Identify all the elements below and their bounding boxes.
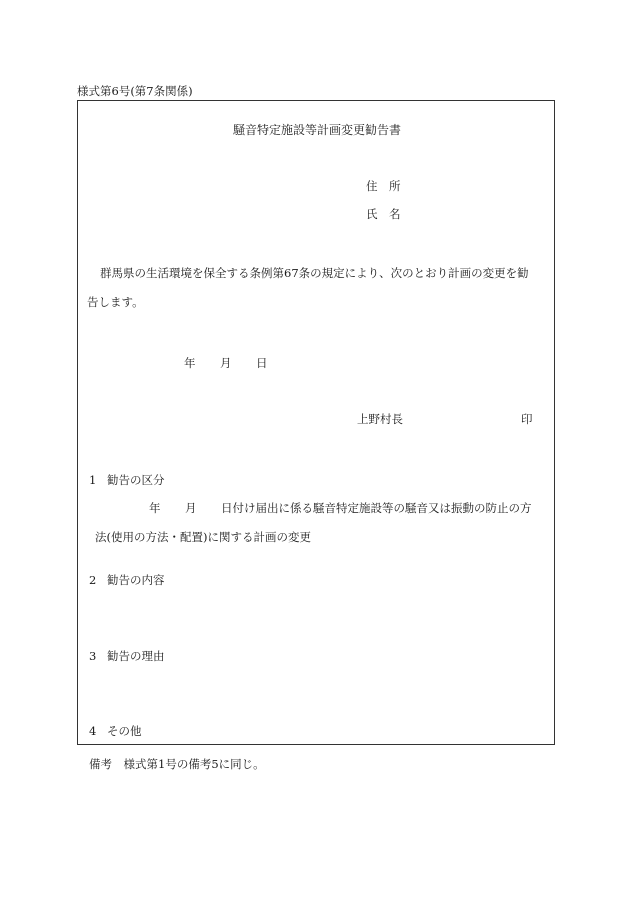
form-number: 様式第6号(第7条関係): [77, 84, 193, 98]
issuer-name: 上野村長: [357, 412, 403, 426]
body-text-line-2: 告します。: [87, 295, 144, 309]
section-4-title: その他: [107, 724, 142, 738]
date-year: 年: [184, 356, 196, 370]
name-label: 氏 名: [366, 207, 401, 221]
section-1-month: 月: [185, 501, 197, 515]
section-3-title: 勧告の理由: [107, 649, 165, 663]
address-label: 住 所: [366, 179, 401, 193]
section-3-number: 3: [89, 649, 97, 663]
body-text-line-1: 群馬県の生活環境を保全する条例第67条の規定により、次のとおり計画の変更を勧: [100, 266, 529, 280]
section-2-number: 2: [89, 573, 97, 587]
seal-mark: 印: [521, 412, 533, 426]
section-1-line-2: 法(使用の方法・配置)に関する計画の変更: [95, 530, 311, 544]
date-day: 日: [256, 356, 268, 370]
section-1-year: 年: [149, 501, 161, 515]
section-2-title: 勧告の内容: [107, 573, 165, 587]
section-1-number: 1: [89, 473, 97, 487]
section-4-number: 4: [89, 724, 97, 738]
section-1-line-1: 日付け届出に係る騒音特定施設等の騒音又は振動の防止の方: [221, 501, 532, 515]
section-1-title: 勧告の区分: [107, 473, 165, 487]
remarks-note: 備考 様式第1号の備考5に同じ。: [89, 757, 265, 771]
document-title: 騒音特定施設等計画変更勧告書: [233, 123, 402, 137]
date-month: 月: [220, 356, 232, 370]
